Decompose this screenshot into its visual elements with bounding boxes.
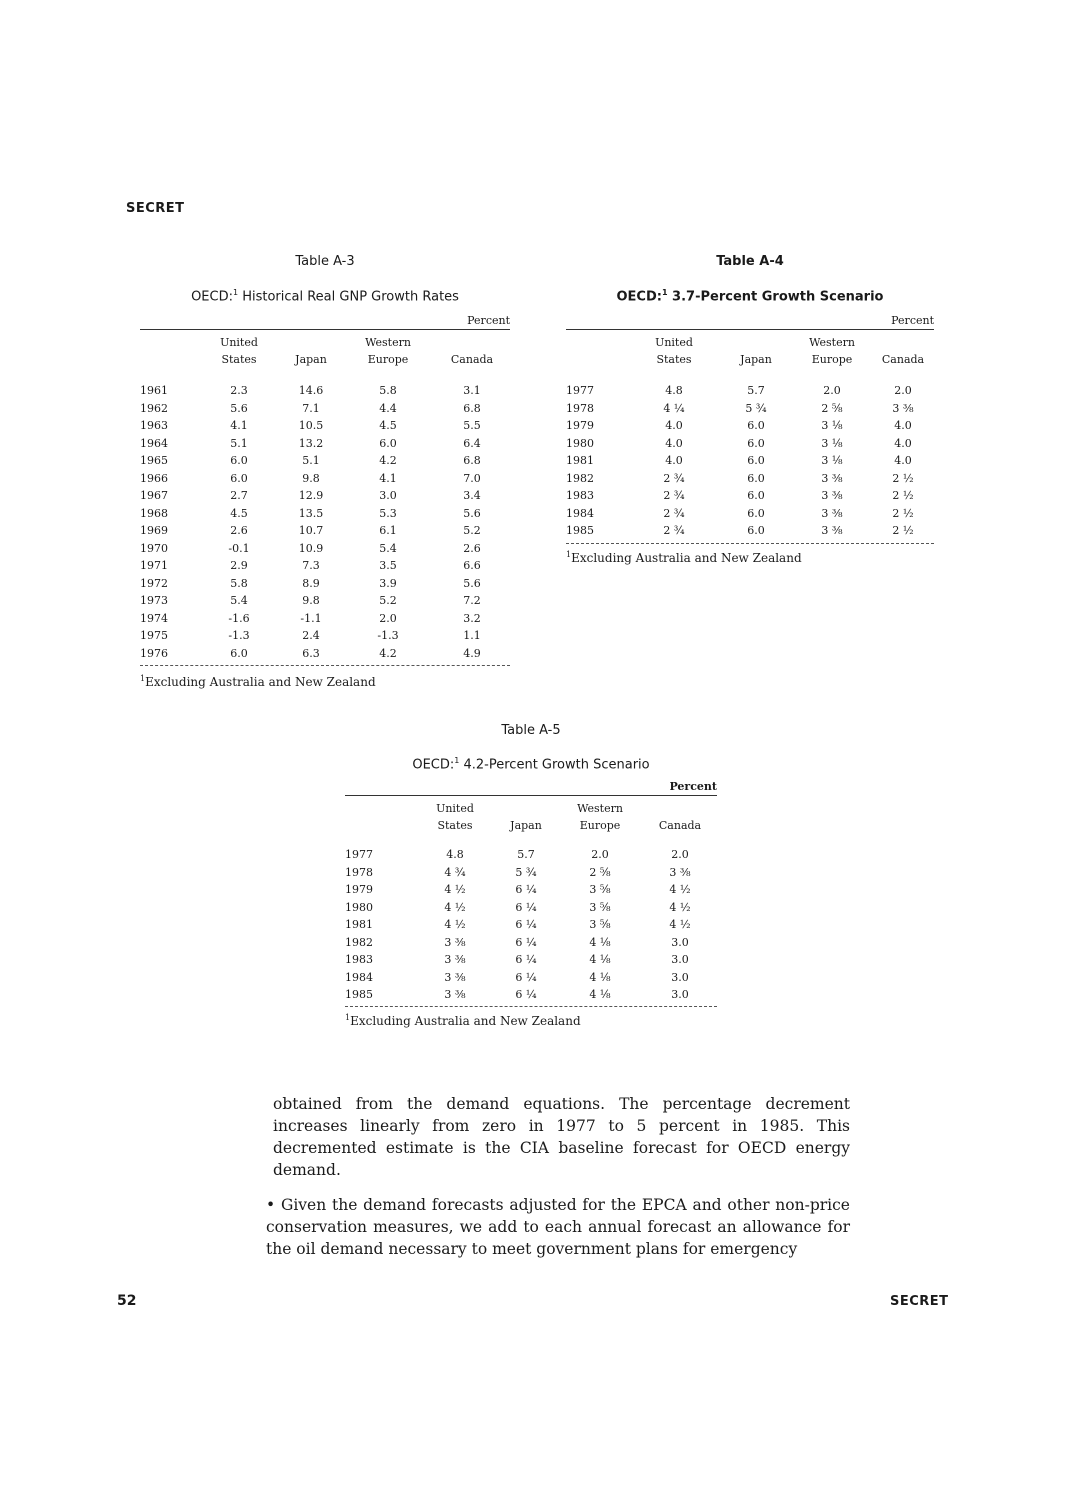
table-row (345, 899, 717, 917)
value-cell: 2.0 (591, 848, 609, 862)
value-cell: 3 ⅛ (821, 436, 843, 450)
value-cell: 6.0 (230, 471, 248, 485)
table-a4-top-rule (566, 329, 934, 330)
table-row (140, 557, 510, 575)
value-cell: 2 ⅝ (589, 865, 611, 879)
value-cell: 7.1 (302, 401, 320, 415)
table-row (566, 452, 934, 470)
value-cell: 6 ¼ (515, 970, 537, 984)
table-a5-unit: Percent (669, 780, 717, 794)
year-cell: 1981 (345, 918, 373, 932)
value-cell: 5.2 (379, 594, 397, 608)
table-row (345, 969, 717, 987)
value-cell: 4 ½ (444, 900, 466, 914)
value-cell: 6.4 (463, 436, 481, 450)
value-cell: 5.6 (230, 401, 248, 415)
table-row (566, 470, 934, 488)
value-cell: 2.3 (230, 384, 248, 398)
classification-footer: SECRET (890, 1294, 949, 1309)
value-cell: 6.1 (379, 524, 397, 538)
value-cell: 2.4 (302, 629, 320, 643)
classification-header: SECRET (126, 201, 185, 216)
col-header-united-states: United States (655, 336, 693, 367)
value-cell: 6.3 (302, 646, 320, 660)
value-cell: 4.0 (894, 419, 912, 433)
table-row (566, 417, 934, 435)
table-a3-bottom-rule (140, 665, 510, 666)
year-cell: 1985 (566, 524, 594, 538)
value-cell: 2.6 (463, 541, 481, 555)
year-cell: 1980 (345, 900, 373, 914)
value-cell: 4 ½ (669, 918, 691, 932)
value-cell: 2.0 (671, 848, 689, 862)
value-cell: 6 ¼ (515, 988, 537, 1002)
value-cell: 2 ¾ (663, 506, 685, 520)
value-cell: 6.0 (747, 471, 765, 485)
table-row (566, 505, 934, 523)
table-row (566, 400, 934, 418)
year-cell: 1983 (345, 953, 373, 967)
value-cell: 3 ⅛ (821, 419, 843, 433)
value-cell: 3 ⅜ (821, 506, 843, 520)
year-cell: 1972 (140, 576, 168, 590)
table-a5-title: OECD:$^1$ 4.2-Percent Growth Scenario (412, 756, 650, 773)
value-cell: 4.0 (665, 436, 683, 450)
value-cell: 6 ¼ (515, 900, 537, 914)
value-cell: 3.5 (379, 559, 397, 573)
year-cell: 1979 (566, 419, 594, 433)
table-a4-title: OECD:$^1$ 3.7-Percent Growth Scenario (616, 288, 884, 305)
value-cell: -1.3 (377, 629, 399, 643)
table-a3-top-rule (140, 329, 510, 330)
value-cell: 5.4 (230, 594, 248, 608)
year-cell: 1963 (140, 419, 168, 433)
value-cell: 4 ⅛ (589, 988, 611, 1002)
value-cell: 2.7 (230, 489, 248, 503)
table-row (345, 934, 717, 952)
value-cell: 8.9 (302, 576, 320, 590)
value-cell: 4 ½ (669, 883, 691, 897)
value-cell: 4 ¼ (663, 401, 685, 415)
year-cell: 1982 (345, 935, 373, 949)
value-cell: 2.0 (379, 611, 397, 625)
value-cell: 6.0 (747, 506, 765, 520)
value-cell: 3 ⅜ (444, 970, 466, 984)
value-cell: 4 ⅛ (589, 935, 611, 949)
value-cell: 3.0 (671, 935, 689, 949)
value-cell: 4 ½ (444, 883, 466, 897)
value-cell: 7.0 (463, 471, 481, 485)
bullet-item (266, 1194, 850, 1260)
value-cell: 3 ⅜ (444, 953, 466, 967)
year-cell: 1970 (140, 541, 168, 555)
value-cell: 4.2 (379, 646, 397, 660)
value-cell: 6.8 (463, 401, 481, 415)
value-cell: 4.8 (446, 848, 464, 862)
value-cell: 4.1 (379, 471, 397, 485)
table-a4-label: Table A-4 (716, 254, 784, 269)
col-header-united-states: United States (436, 802, 474, 833)
table-a5-grid (345, 800, 717, 1004)
table-a3 (140, 254, 510, 689)
year-cell: 1973 (140, 594, 168, 608)
year-cell: 1983 (566, 489, 594, 503)
year-cell: 1978 (345, 865, 373, 879)
table-a4-unit: Percent (891, 314, 934, 328)
table-a4-bottom-rule (566, 543, 934, 544)
value-cell: -0.1 (228, 541, 250, 555)
table-a5-footnote: $^1$Excluding Australia and New Zealand (345, 1012, 581, 1028)
table-row (566, 435, 934, 453)
value-cell: 6.0 (747, 419, 765, 433)
value-cell: 6 ¼ (515, 953, 537, 967)
col-header-canada: Canada (450, 353, 494, 367)
value-cell: 2 ½ (892, 524, 914, 538)
value-cell: 6.0 (230, 454, 248, 468)
value-cell: 6.0 (230, 646, 248, 660)
col-header-canada: Canada (658, 819, 702, 833)
year-cell: 1980 (566, 436, 594, 450)
value-cell: 3 ⅜ (892, 401, 914, 415)
value-cell: 3 ⅜ (821, 471, 843, 485)
year-cell: 1962 (140, 401, 168, 415)
value-cell: 6 ¼ (515, 883, 537, 897)
col-header-japan: Japan (510, 819, 542, 833)
value-cell: 3.2 (463, 611, 481, 625)
year-cell: 1976 (140, 646, 168, 660)
value-cell: 3 ⅜ (669, 865, 691, 879)
value-cell: 3 ⅛ (821, 454, 843, 468)
value-cell: 4 ¾ (444, 865, 466, 879)
value-cell: 4.0 (665, 419, 683, 433)
value-cell: 5 ¾ (515, 865, 537, 879)
value-cell: 4.2 (379, 454, 397, 468)
value-cell: 2.6 (230, 524, 248, 538)
bullet-text: Given the demand forecasts adjusted for the EPCA and other non-price conservation measures, we add to each annual forecast an allowance for the oil demand necessary to meet government plans for emergency (266, 1196, 850, 1258)
value-cell: 6 ¼ (515, 935, 537, 949)
table-row (345, 846, 717, 864)
table-a5-label: Table A-5 (501, 723, 561, 738)
table-a3-title: OECD:$^1$ Historical Real GNP Growth Rates (191, 288, 459, 305)
value-cell: 5.4 (379, 541, 397, 555)
table-row (345, 881, 717, 899)
value-cell: 7.3 (302, 559, 320, 573)
table-row (566, 487, 934, 505)
value-cell: 4.0 (894, 436, 912, 450)
value-cell: 6.6 (463, 559, 481, 573)
value-cell: 4 ⅛ (589, 970, 611, 984)
value-cell: -1.3 (228, 629, 250, 643)
year-cell: 1984 (566, 506, 594, 520)
value-cell: 6.0 (747, 436, 765, 450)
table-a3-label: Table A-3 (295, 254, 355, 269)
table-a3-header-row (140, 334, 510, 368)
year-cell: 1969 (140, 524, 168, 538)
value-cell: 3 ⅜ (444, 988, 466, 1002)
col-header-japan: Japan (740, 353, 772, 367)
table-row (140, 505, 510, 523)
year-cell: 1968 (140, 506, 168, 520)
value-cell: 2 ⅝ (821, 401, 843, 415)
value-cell: 7.2 (463, 594, 481, 608)
table-row (140, 487, 510, 505)
value-cell: 3 ⅝ (589, 918, 611, 932)
table-row (345, 951, 717, 969)
value-cell: 4 ⅛ (589, 953, 611, 967)
value-cell: 2.0 (894, 384, 912, 398)
value-cell: 5.1 (302, 454, 320, 468)
value-cell: 3 ⅝ (589, 900, 611, 914)
col-header-japan: Japan (295, 353, 327, 367)
col-header-united-states: United States (220, 336, 258, 367)
value-cell: 6.0 (747, 524, 765, 538)
value-cell: 4.0 (894, 454, 912, 468)
value-cell: 4 ½ (444, 918, 466, 932)
table-row (140, 382, 510, 400)
table-row (345, 986, 717, 1004)
value-cell: 13.2 (298, 436, 324, 450)
value-cell: 4.4 (379, 401, 397, 415)
value-cell: 4.1 (230, 419, 248, 433)
value-cell: 13.5 (298, 506, 324, 520)
value-cell: 5.6 (463, 506, 481, 520)
table-a3-unit: Percent (467, 314, 510, 328)
value-cell: 12.9 (298, 489, 324, 503)
value-cell: 10.9 (298, 541, 324, 555)
value-cell: 1.1 (463, 629, 481, 643)
value-cell: 4 ½ (669, 900, 691, 914)
value-cell: 3 ⅜ (821, 524, 843, 538)
table-row (566, 522, 934, 540)
value-cell: 9.8 (302, 594, 320, 608)
value-cell: 14.6 (298, 384, 324, 398)
table-a5-top-rule (345, 795, 717, 796)
table-a3-body (140, 382, 510, 662)
value-cell: 10.7 (298, 524, 324, 538)
year-cell: 1977 (345, 848, 373, 862)
table-row (345, 864, 717, 882)
table-row (566, 382, 934, 400)
value-cell: 4.8 (665, 384, 683, 398)
year-cell: 1966 (140, 471, 168, 485)
value-cell: 2 ¾ (663, 489, 685, 503)
year-cell: 1961 (140, 384, 168, 398)
value-cell: 4.0 (665, 454, 683, 468)
value-cell: 3.0 (671, 988, 689, 1002)
year-cell: 1977 (566, 384, 594, 398)
value-cell: 3 ⅝ (589, 883, 611, 897)
year-cell: 1984 (345, 970, 373, 984)
value-cell: 5.2 (463, 524, 481, 538)
table-a5 (345, 723, 717, 1028)
value-cell: 2 ¾ (663, 524, 685, 538)
table-a4-grid (566, 334, 934, 540)
value-cell: 6.0 (747, 489, 765, 503)
bullet-mark: • (266, 1196, 276, 1214)
value-cell: 10.5 (298, 419, 324, 433)
table-a4-header-row (566, 334, 934, 368)
value-cell: 3 ⅜ (444, 935, 466, 949)
value-cell: 6.0 (379, 436, 397, 450)
table-row (345, 916, 717, 934)
col-header-western-europe: Western Europe (577, 802, 623, 833)
value-cell: 3.9 (379, 576, 397, 590)
table-row (140, 435, 510, 453)
year-cell: 1982 (566, 471, 594, 485)
value-cell: 2 ½ (892, 471, 914, 485)
value-cell: 2.0 (823, 384, 841, 398)
table-row (140, 592, 510, 610)
value-cell: 5.3 (379, 506, 397, 520)
table-a3-footnote: $^1$Excluding Australia and New Zealand (140, 674, 376, 690)
table-row (140, 610, 510, 628)
value-cell: 3.0 (379, 489, 397, 503)
value-cell: 5.8 (379, 384, 397, 398)
value-cell: 3.1 (463, 384, 481, 398)
value-cell: 3.4 (463, 489, 481, 503)
col-header-canada: Canada (881, 353, 925, 367)
value-cell: 9.8 (302, 471, 320, 485)
year-cell: 1979 (345, 883, 373, 897)
table-a5-body (345, 846, 717, 1004)
table-row (140, 470, 510, 488)
value-cell: 5.1 (230, 436, 248, 450)
value-cell: 5.7 (517, 848, 535, 862)
year-cell: 1981 (566, 454, 594, 468)
year-cell: 1985 (345, 988, 373, 1002)
value-cell: 4.9 (463, 646, 481, 660)
year-cell: 1964 (140, 436, 168, 450)
table-a4-body (566, 382, 934, 540)
table-a5-header-row (345, 800, 717, 834)
value-cell: 3.0 (671, 970, 689, 984)
year-cell: 1975 (140, 629, 168, 643)
table-a4 (566, 254, 934, 565)
value-cell: 5.8 (230, 576, 248, 590)
value-cell: -1.6 (228, 611, 250, 625)
table-a5-bottom-rule (345, 1006, 717, 1007)
col-header-western-europe: Western Europe (365, 336, 411, 367)
value-cell: 2 ½ (892, 489, 914, 503)
value-cell: 2 ¾ (663, 471, 685, 485)
value-cell: 6 ¼ (515, 918, 537, 932)
value-cell: 4.5 (379, 419, 397, 433)
year-cell: 1965 (140, 454, 168, 468)
table-row (140, 522, 510, 540)
table-row (140, 417, 510, 435)
value-cell: 4.5 (230, 506, 248, 520)
value-cell: 6.8 (463, 454, 481, 468)
table-a3-grid (140, 334, 510, 662)
body-paragraph: obtained from the demand equations. The percentage decrement increases linearly from zero in 1977 to 5 percent in 1985. This decremented estimate is the CIA baseline forecast for OECD energy demand. (273, 1095, 850, 1179)
value-cell: 5.7 (747, 384, 765, 398)
value-cell: 3 ⅜ (821, 489, 843, 503)
value-cell: 3.0 (671, 953, 689, 967)
year-cell: 1974 (140, 611, 168, 625)
year-cell: 1978 (566, 401, 594, 415)
value-cell: 6.0 (747, 454, 765, 468)
value-cell: -1.1 (300, 611, 322, 625)
value-cell: 5.6 (463, 576, 481, 590)
year-cell: 1971 (140, 559, 168, 573)
value-cell: 2 ½ (892, 506, 914, 520)
table-row (140, 645, 510, 663)
table-row (140, 452, 510, 470)
page-number: 52 (117, 1293, 137, 1309)
col-header-western-europe: Western Europe (809, 336, 855, 367)
table-row (140, 400, 510, 418)
table-a4-footnote: $^1$Excluding Australia and New Zealand (566, 549, 802, 565)
table-row (140, 540, 510, 558)
table-row (140, 575, 510, 593)
value-cell: 5 ¾ (745, 401, 767, 415)
table-row (140, 627, 510, 645)
value-cell: 5.5 (463, 419, 481, 433)
year-cell: 1967 (140, 489, 168, 503)
value-cell: 2.9 (230, 559, 248, 573)
